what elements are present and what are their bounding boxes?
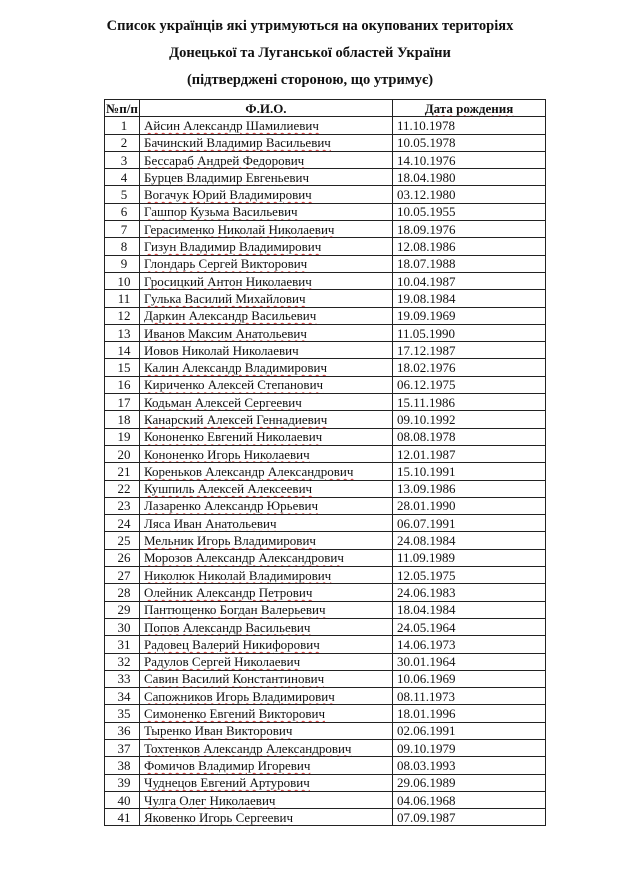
document-note: (підтверджені стороною, що утримує) (186, 72, 434, 88)
table-row (105, 324, 546, 341)
table-row (105, 307, 546, 324)
row-name: Морозов Александр Александрович (140, 549, 393, 566)
row-number: 32 (105, 653, 140, 670)
row-number: 2 (105, 134, 140, 151)
table-row (105, 376, 546, 393)
row-birthdate: 30.01.1964 (393, 653, 546, 670)
row-name: Симоненко Евгений Викторович (140, 705, 393, 722)
table-row (105, 601, 546, 618)
row-number: 18 (105, 411, 140, 428)
row-name: Олейник Александр Петрович (140, 584, 393, 601)
table-row (105, 272, 546, 289)
table-row (105, 463, 546, 480)
row-name: Чулга Олег Николаевич (140, 791, 393, 808)
row-name: Айсин Александр Шамилиевич (140, 117, 393, 134)
table-row (105, 532, 546, 549)
column-header-birthdate: Дата рождения (393, 100, 546, 117)
row-birthdate: 06.07.1991 (393, 515, 546, 532)
row-name: Попов Александр Васильевич (140, 618, 393, 635)
row-number: 38 (105, 757, 140, 774)
table-row (105, 134, 546, 151)
table-header-row (105, 100, 546, 117)
row-birthdate: 18.02.1976 (393, 359, 546, 376)
row-birthdate: 03.12.1980 (393, 186, 546, 203)
row-number: 33 (105, 670, 140, 687)
table-row (105, 774, 546, 791)
row-birthdate: 18.07.1988 (393, 255, 546, 272)
table-row (105, 809, 546, 826)
row-number: 39 (105, 774, 140, 791)
table-row (105, 515, 546, 532)
row-birthdate: 06.12.1975 (393, 376, 546, 393)
row-name: Иванов Максим Анатольевич (140, 324, 393, 341)
table-row (105, 151, 546, 168)
table-row (105, 428, 546, 445)
row-name: Гулька Василий Михайлович (140, 290, 393, 307)
row-name: Ляса Иван Анатольевич (140, 515, 393, 532)
row-birthdate: 10.05.1955 (393, 203, 546, 220)
table-row (105, 203, 546, 220)
row-name: Кононенко Игорь Николаевич (140, 445, 393, 462)
row-name: Тыренко Иван Викторович (140, 722, 393, 739)
row-birthdate: 12.01.1987 (393, 445, 546, 462)
table-row (105, 757, 546, 774)
detainees-table (104, 99, 546, 826)
table-row (105, 221, 546, 238)
row-name: Николюк Николай Владимирович (140, 567, 393, 584)
table-row (105, 238, 546, 255)
column-header-name: Ф.И.О. (140, 100, 393, 117)
row-number: 7 (105, 221, 140, 238)
table-row (105, 255, 546, 272)
row-birthdate: 09.10.1992 (393, 411, 546, 428)
row-name: Лазаренко Александр Юрьевич (140, 497, 393, 514)
row-name: Кириченко Алексей Степанович (140, 376, 393, 393)
row-name: Бессараб Андрей Федорович (140, 151, 393, 168)
table-row (105, 480, 546, 497)
row-birthdate: 08.11.1973 (393, 688, 546, 705)
row-birthdate: 11.05.1990 (393, 324, 546, 341)
table-row (105, 359, 546, 376)
table-row (105, 584, 546, 601)
row-birthdate: 18.01.1996 (393, 705, 546, 722)
row-number: 20 (105, 445, 140, 462)
row-number: 25 (105, 532, 140, 549)
row-birthdate: 10.06.1969 (393, 670, 546, 687)
row-birthdate: 24.06.1983 (393, 584, 546, 601)
table-row (105, 169, 546, 186)
row-name: Савин Василий Константинович (140, 670, 393, 687)
row-birthdate: 04.06.1968 (393, 791, 546, 808)
row-number: 3 (105, 151, 140, 168)
row-birthdate: 12.05.1975 (393, 567, 546, 584)
row-name: Герасименко Николай Николаевич (140, 221, 393, 238)
table-row (105, 411, 546, 428)
row-birthdate: 14.10.1976 (393, 151, 546, 168)
row-name: Яковенко Игорь Сергеевич (140, 809, 393, 826)
row-birthdate: 24.05.1964 (393, 618, 546, 635)
row-name: Сапожников Игорь Владимирович (140, 688, 393, 705)
row-number: 21 (105, 463, 140, 480)
row-name: Пантющенко Богдан Валерьевич (140, 601, 393, 618)
row-birthdate: 14.06.1973 (393, 636, 546, 653)
row-name: Кодьман Алексей Сергеевич (140, 394, 393, 411)
table-row (105, 670, 546, 687)
row-birthdate: 11.10.1978 (393, 117, 546, 134)
row-name: Кушпиль Алексей Алексеевич (140, 480, 393, 497)
row-birthdate: 24.08.1984 (393, 532, 546, 549)
row-number: 34 (105, 688, 140, 705)
row-name: Калин Александр Владимирович (140, 359, 393, 376)
row-name: Гросицкий Антон Николаевич (140, 272, 393, 289)
row-birthdate: 19.08.1984 (393, 290, 546, 307)
row-name: Фомичов Владимир Игоревич (140, 757, 393, 774)
row-name: Бачинский Владимир Васильевич (140, 134, 393, 151)
row-birthdate: 18.04.1984 (393, 601, 546, 618)
table-row (105, 290, 546, 307)
row-name: Кононенко Евгений Николаевич (140, 428, 393, 445)
row-number: 15 (105, 359, 140, 376)
row-number: 28 (105, 584, 140, 601)
row-number: 5 (105, 186, 140, 203)
row-number: 11 (105, 290, 140, 307)
row-birthdate: 18.04.1980 (393, 169, 546, 186)
row-number: 22 (105, 480, 140, 497)
row-name: Радулов Сергей Николаевич (140, 653, 393, 670)
row-number: 23 (105, 497, 140, 514)
row-number: 17 (105, 394, 140, 411)
row-number: 29 (105, 601, 140, 618)
row-birthdate: 10.04.1987 (393, 272, 546, 289)
row-birthdate: 09.10.1979 (393, 739, 546, 756)
row-number: 8 (105, 238, 140, 255)
row-name: Кореньков Александр Александрович (140, 463, 393, 480)
table-body (105, 117, 546, 826)
table-row (105, 445, 546, 462)
row-number: 9 (105, 255, 140, 272)
row-birthdate: 18.09.1976 (393, 221, 546, 238)
row-number: 16 (105, 376, 140, 393)
row-birthdate: 28.01.1990 (393, 497, 546, 514)
row-number: 27 (105, 567, 140, 584)
row-name: Вогачук Юрий Владимирович (140, 186, 393, 203)
row-number: 31 (105, 636, 140, 653)
row-number: 36 (105, 722, 140, 739)
row-number: 35 (105, 705, 140, 722)
row-birthdate: 13.09.1986 (393, 480, 546, 497)
row-number: 6 (105, 203, 140, 220)
table-row (105, 497, 546, 514)
row-name: Даркин Александр Васильевич (140, 307, 393, 324)
row-name: Радовец Валерий Никифорович (140, 636, 393, 653)
table-row (105, 342, 546, 359)
row-number: 41 (105, 809, 140, 826)
row-birthdate: 15.10.1991 (393, 463, 546, 480)
row-name: Глондарь Сергей Викторович (140, 255, 393, 272)
row-name: Канарский Алексей Геннадиевич (140, 411, 393, 428)
row-birthdate: 11.09.1989 (393, 549, 546, 566)
row-name: Чуднецов Евгений Артурович (140, 774, 393, 791)
row-name: Иовов Николай Николаевич (140, 342, 393, 359)
row-name: Мельник Игорь Владимирович (140, 532, 393, 549)
table-row (105, 688, 546, 705)
row-birthdate: 19.09.1969 (393, 307, 546, 324)
table-row (105, 705, 546, 722)
table-row (105, 549, 546, 566)
row-number: 19 (105, 428, 140, 445)
table-row (105, 394, 546, 411)
table-row (105, 722, 546, 739)
row-name: Тохтенков Александр Александрович (140, 739, 393, 756)
row-number: 40 (105, 791, 140, 808)
row-birthdate: 08.08.1978 (393, 428, 546, 445)
row-birthdate: 02.06.1991 (393, 722, 546, 739)
table-row (105, 186, 546, 203)
table-row (105, 653, 546, 670)
row-name: Гашпор Кузьма Васильевич (140, 203, 393, 220)
row-number: 37 (105, 739, 140, 756)
column-header-number: №п/п (106, 100, 138, 116)
row-number: 30 (105, 618, 140, 635)
row-birthdate: 07.09.1987 (393, 809, 546, 826)
table-row (105, 791, 546, 808)
row-name: Гизун Владимир Владимирович (140, 238, 393, 255)
table-row (105, 636, 546, 653)
row-number: 14 (105, 342, 140, 359)
row-number: 10 (105, 272, 140, 289)
table-row (105, 739, 546, 756)
table-row (105, 117, 546, 134)
row-birthdate: 17.12.1987 (393, 342, 546, 359)
row-number: 13 (105, 324, 140, 341)
table-row (105, 567, 546, 584)
row-number: 24 (105, 515, 140, 532)
row-birthdate: 12.08.1986 (393, 238, 546, 255)
document-title: Список українців які утримуються на окупованих територіях (106, 18, 514, 34)
row-birthdate: 08.03.1993 (393, 757, 546, 774)
row-number: 4 (105, 169, 140, 186)
document-subtitle: Донецької та Луганської областей України (169, 45, 451, 61)
row-name: Бурцев Владимир Евгеньевич (140, 169, 393, 186)
row-number: 26 (105, 549, 140, 566)
table-row (105, 618, 546, 635)
row-number: 12 (105, 307, 140, 324)
row-birthdate: 29.06.1989 (393, 774, 546, 791)
row-number: 1 (105, 117, 140, 134)
row-birthdate: 10.05.1978 (393, 134, 546, 151)
row-birthdate: 15.11.1986 (393, 394, 546, 411)
